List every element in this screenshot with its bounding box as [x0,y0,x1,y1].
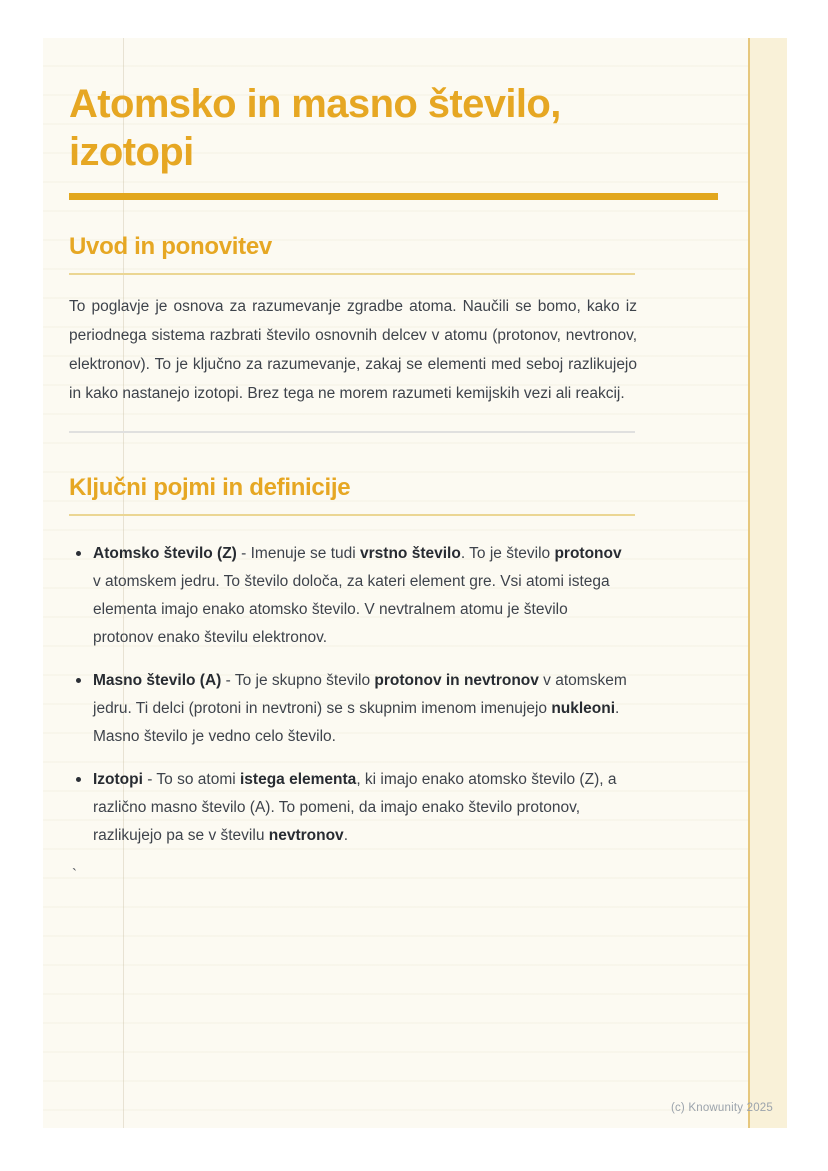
section-heading-uvod: Uvod in ponovitev [69,233,272,260]
page-title-line1: Atomsko in masno število, [69,82,561,126]
bold-term: protonov in nevtronov [374,672,539,689]
page-title-line2: izotopi [69,130,194,174]
text-segment: - To je skupno število [221,672,375,689]
list-item-atomsko-stevilo [69,540,629,652]
definitions-list [69,540,629,850]
text-segment: . Masno število je vedno celo število. [93,700,620,745]
intro-paragraph: To poglavje je osnova za razumevanje zgradbe atoma. Naučili se bomo, kako iz periodnega sistema razbrati število osnovnih delcev v atomu (protonov, nevtronov, elektronov). To je ključno za razumevanje, zakaj se elementi med seboj razlikujejo in kako nastanejo izotopi. Brez tega ne morem razumeti kemijskih vezi ali reakcij. [69,298,637,402]
text-segment: . [343,827,348,844]
section-heading-kljucni-pojmi: Ključni pojmi in definicije [69,474,351,501]
bold-term: istega elementa [240,771,357,788]
bold-term: nevtronov [268,827,344,844]
bold-term: Atomsko število (Z) [93,545,237,562]
text-segment: - To so atomi [142,771,240,788]
page-content [69,38,637,883]
heading-underline [69,273,635,275]
bold-term: Masno število (A) [93,672,222,689]
document-page [43,38,787,1128]
section-divider-line [69,431,635,433]
text-segment: - Imenuje se tudi [236,545,361,562]
text-segment: v atomskem jedru. Ti delci (protoni in nevtroni) se s skupnim imenom imenujejo [93,672,627,717]
text-segment: . To je število [460,545,555,562]
bold-term: protonov [554,545,622,562]
page-edge-band [748,38,787,1128]
bold-term: Izotopi [93,771,143,788]
title-divider-rule [69,193,718,200]
footer-copyright: (c) Knowunity 2025 [670,1102,773,1114]
text-segment: , ki imajo enako atomsko število (Z), a različno masno število (A). To pomeni, da imajo enako število protonov, razlikujejo pa se v številu [93,771,617,844]
stray-backtick-mark: ` [72,866,77,883]
list-item-izotopi [69,766,629,850]
text-segment: v atomskem jedru. To število določa, za kateri element gre. Vsi atomi istega elementa imajo enako atomsko število. V nevtralnem atomu je število protonov enako številu elektronov. [93,573,610,646]
bold-term: nukleoni [551,700,616,717]
list-item-masno-stevilo [69,667,629,751]
page-title [69,80,637,176]
heading-underline [69,514,635,516]
bold-term: vrstno število [360,545,461,562]
